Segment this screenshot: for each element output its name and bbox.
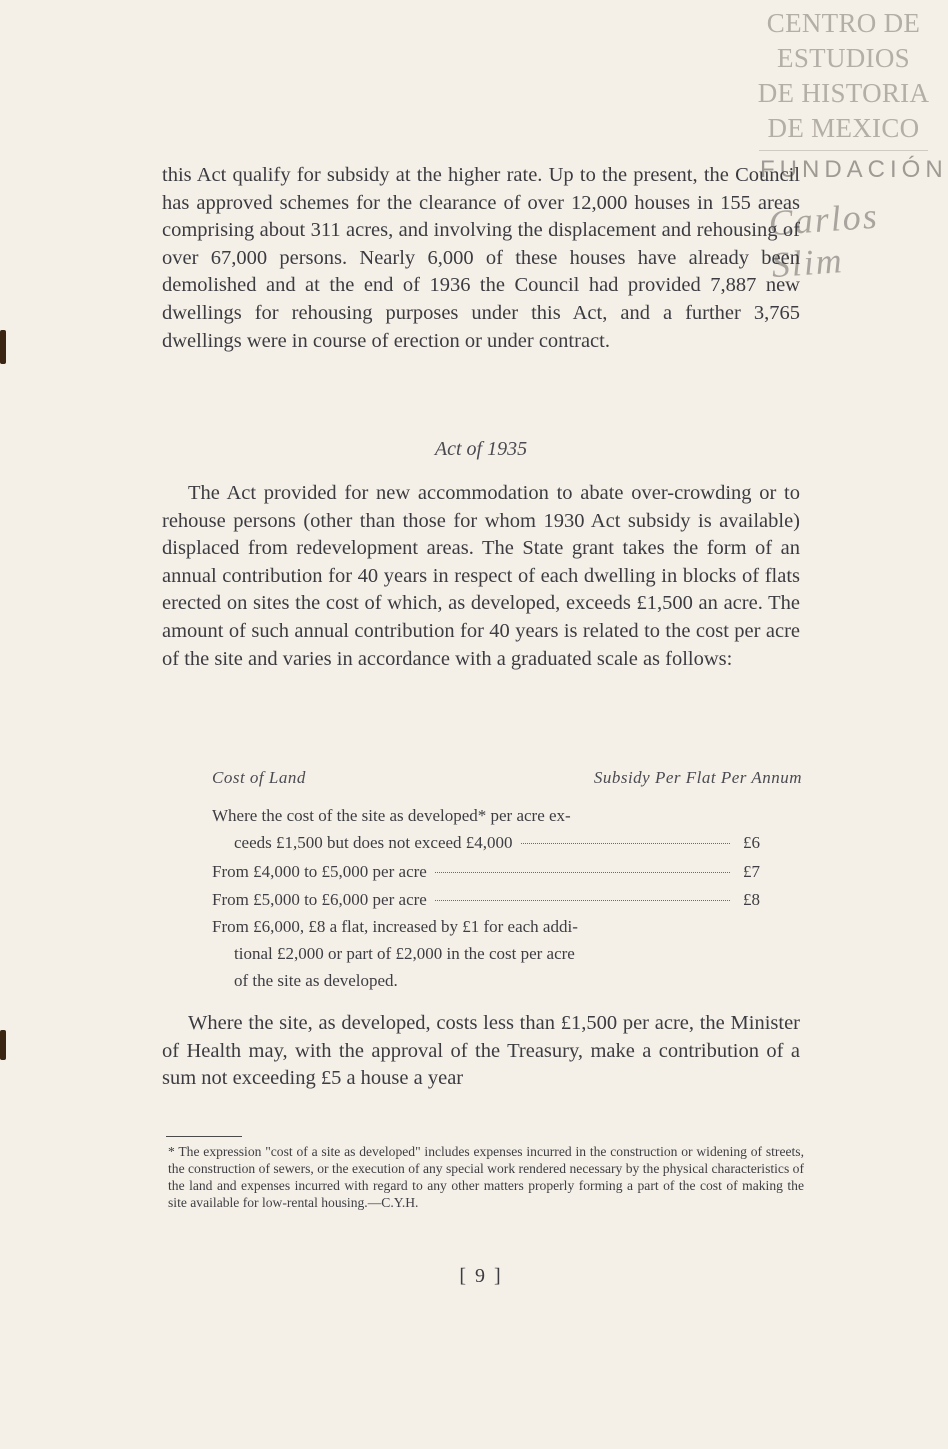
schedule-row-text: From £6,000, £8 a flat, increased by £1 for each addi- bbox=[212, 917, 578, 936]
paragraph-act-1935: The Act provided for new accommodation to abate over-crowding or to rehouse persons (other than those for whom 1930 Act subsidy is available) displaced from redevelopment areas. The State grant takes the form of an annual contribution for 40 years in respect of each dwelling in blocks of flats erected on sites the cost of which, as developed, exceeds £1,500 an acre. The amount of such annual contribution for 40 years is related to the cost per acre of the site and varies in accordance with a graduated scale as follows: bbox=[162, 482, 800, 670]
schedule-row-text: From £5,000 to £6,000 per acre bbox=[212, 890, 427, 909]
watermark-fundacion: FUNDACIÓN bbox=[760, 156, 948, 183]
schedule-row bbox=[212, 802, 760, 856]
dot-leader bbox=[435, 871, 730, 873]
watermark-line: CENTRO DE bbox=[766, 8, 921, 38]
page-number: [ 9 ] bbox=[459, 1265, 503, 1287]
watermark-line: ESTUDIOS bbox=[777, 43, 910, 73]
schedule-header bbox=[212, 768, 802, 788]
schedule-col-cost: Cost of Land bbox=[212, 768, 306, 787]
watermark-line: DE HISTORIA bbox=[757, 78, 930, 108]
schedule-row-text: From £4,000 to £5,000 per acre bbox=[212, 862, 427, 881]
archive-watermark bbox=[751, 6, 936, 151]
schedule-amount: £6 bbox=[743, 833, 760, 852]
schedule-row-text: Where the cost of the site as developed* per acre ex- bbox=[212, 806, 571, 825]
watermark-signature: Carlos Slim bbox=[767, 195, 880, 286]
schedule-row-text: of the site as developed. bbox=[234, 971, 398, 990]
schedule-row-text: tional £2,000 or part of £2,000 in the cost per acre bbox=[234, 944, 575, 963]
dot-leader bbox=[435, 899, 730, 901]
schedule-row-text: ceeds £1,500 but does not exceed £4,000 bbox=[234, 833, 513, 852]
watermark-rule bbox=[759, 150, 928, 151]
schedule-row bbox=[212, 886, 760, 913]
section-heading: Act of 1935 bbox=[434, 438, 528, 460]
schedule-row bbox=[212, 858, 760, 885]
schedule-amount: £7 bbox=[743, 862, 760, 881]
page-edge-mark bbox=[0, 330, 6, 364]
schedule-row bbox=[212, 913, 760, 994]
paragraph-minister-contribution: Where the site, as developed, costs less than £1,500 per acre, the Minister of Health may, with the approval of the Treasury, make a contribution of a sum not exceeding £5 a house a year bbox=[162, 1012, 800, 1090]
dot-leader bbox=[521, 842, 730, 844]
watermark-line: DE MEXICO bbox=[767, 113, 920, 143]
footnote-rule bbox=[166, 1136, 242, 1137]
page-edge-mark bbox=[0, 1030, 6, 1060]
schedule-col-subsidy: Subsidy Per Flat Per Annum bbox=[593, 768, 802, 787]
paragraph-subsidy-progress: this Act qualify for subsidy at the higher rate. Up to the present, the Council has approved schemes for the clearance of over 12,000 houses in 155 areas comprising about 311 acres, and involving the displacement and rehousing of over 67,000 persons. Nearly 6,000 of these houses have already been demolished and at the end of 1936 the Council had provided 7,887 new dwellings for rehousing purposes under this Act, and a further 3,765 dwellings were in course of erection or under contract. bbox=[162, 164, 800, 352]
footnote: * The expression "cost of a site as developed" includes expenses incurred in the construction or widening of streets, the construction of sewers, or the execution of any special work rendered necessary by the physical characteristics of the land and expenses incurred with regard to any other matters properly forming a part of the cost of making the site available for low-rental housing.—C.Y.H. bbox=[168, 1144, 804, 1210]
schedule-amount: £8 bbox=[743, 890, 760, 909]
